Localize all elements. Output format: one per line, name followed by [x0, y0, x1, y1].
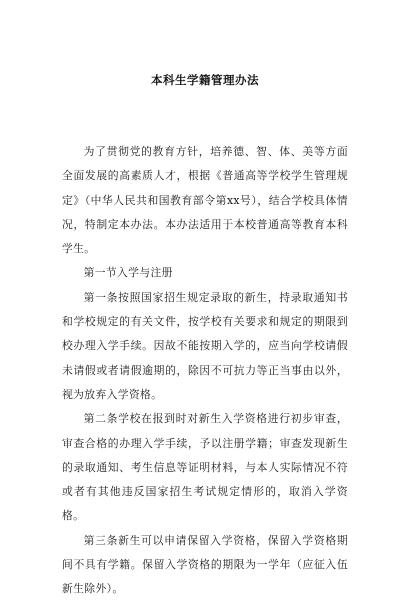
article-1-paragraph: 第一条按照国家招生规定录取的新生，持录取通知书和学校规定的有关文件，按学校有关要求和规定的期限到校办理入学手续。因故不能按期入学的，应当向学校请假未请假或者请假逾期的，除因不可抗力等正当事由以外，视为放弃入学资格。 [62, 290, 348, 401]
intro-paragraph: 为了贯彻党的教育方针，培养德、智、体、美等方面全面发展的高素质人才，根据《普通高等学校学生管理规定》（中华人民共和国教育部令第xx号），结合学校具体情况，特制定本办法。本办法适用于本校普通高等教育本科学生。 [62, 145, 348, 256]
document-body [62, 140, 348, 602]
article-2-paragraph: 第二条学校在报到时对新生入学资格进行初步审查，审查合格的办理入学手续，予以注册学籍；审查发现新生的录取通知、考生信息等证明材料，与本人实际情况不符或者有其他违反国家招生考试规定情形的，取消入学资格。 [62, 412, 348, 523]
section-heading-enrollment: 第一节入学与注册 [83, 266, 173, 280]
article-3-paragraph: 第三条新生可以申请保留入学资格，保留入学资格期间不具有学籍。保留入学资格的期限为一学年（应征入伍新生除外）。 [62, 533, 348, 596]
document-title: 本科生学籍管理办法 [151, 73, 259, 87]
